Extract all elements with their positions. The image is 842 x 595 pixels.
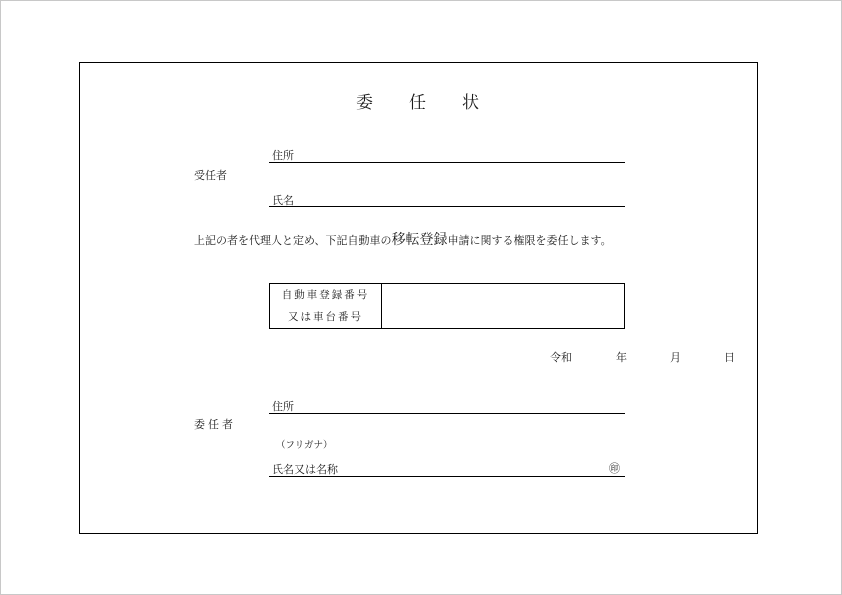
vehicle-number-field[interactable] bbox=[382, 284, 624, 328]
statement-emphasis: 移転登録 bbox=[391, 232, 448, 248]
principal-furigana-label: （フリガナ） bbox=[276, 440, 333, 451]
vehicle-number-label bbox=[270, 284, 382, 328]
agent-address-line[interactable] bbox=[269, 162, 625, 163]
principal-section-label: 委任者 bbox=[194, 418, 236, 431]
statement-after: 申請に関する権限を委任します。 bbox=[447, 234, 612, 247]
vehicle-label-line1: 自動車登録番号 bbox=[281, 289, 370, 301]
principal-address-line[interactable] bbox=[269, 413, 625, 414]
statement-before: 上記の者を代理人と定め、下記自動車の bbox=[194, 234, 392, 247]
date-day: 日 bbox=[724, 351, 735, 364]
seal-mark: ㊞ bbox=[609, 462, 620, 475]
agent-name-label: 氏名 bbox=[272, 194, 294, 207]
title-char: 任 bbox=[409, 93, 426, 113]
date-year: 年 bbox=[616, 351, 627, 364]
title-char: 委 bbox=[356, 93, 373, 113]
principal-name-line[interactable] bbox=[269, 476, 625, 477]
document-title bbox=[356, 88, 479, 113]
principal-name-label: 氏名又は名称 bbox=[272, 463, 338, 476]
agent-address-label: 住所 bbox=[272, 149, 294, 162]
date-era: 令和 bbox=[550, 351, 572, 364]
delegation-statement bbox=[194, 229, 612, 249]
vehicle-number-box bbox=[269, 283, 625, 329]
title-char: 状 bbox=[462, 93, 479, 113]
vehicle-label-line2: 又は車台番号 bbox=[288, 311, 363, 323]
date-month: 月 bbox=[670, 351, 681, 364]
principal-address-label: 住所 bbox=[272, 400, 294, 413]
agent-section-label: 受任者 bbox=[194, 169, 227, 182]
agent-name-line[interactable] bbox=[269, 206, 625, 207]
